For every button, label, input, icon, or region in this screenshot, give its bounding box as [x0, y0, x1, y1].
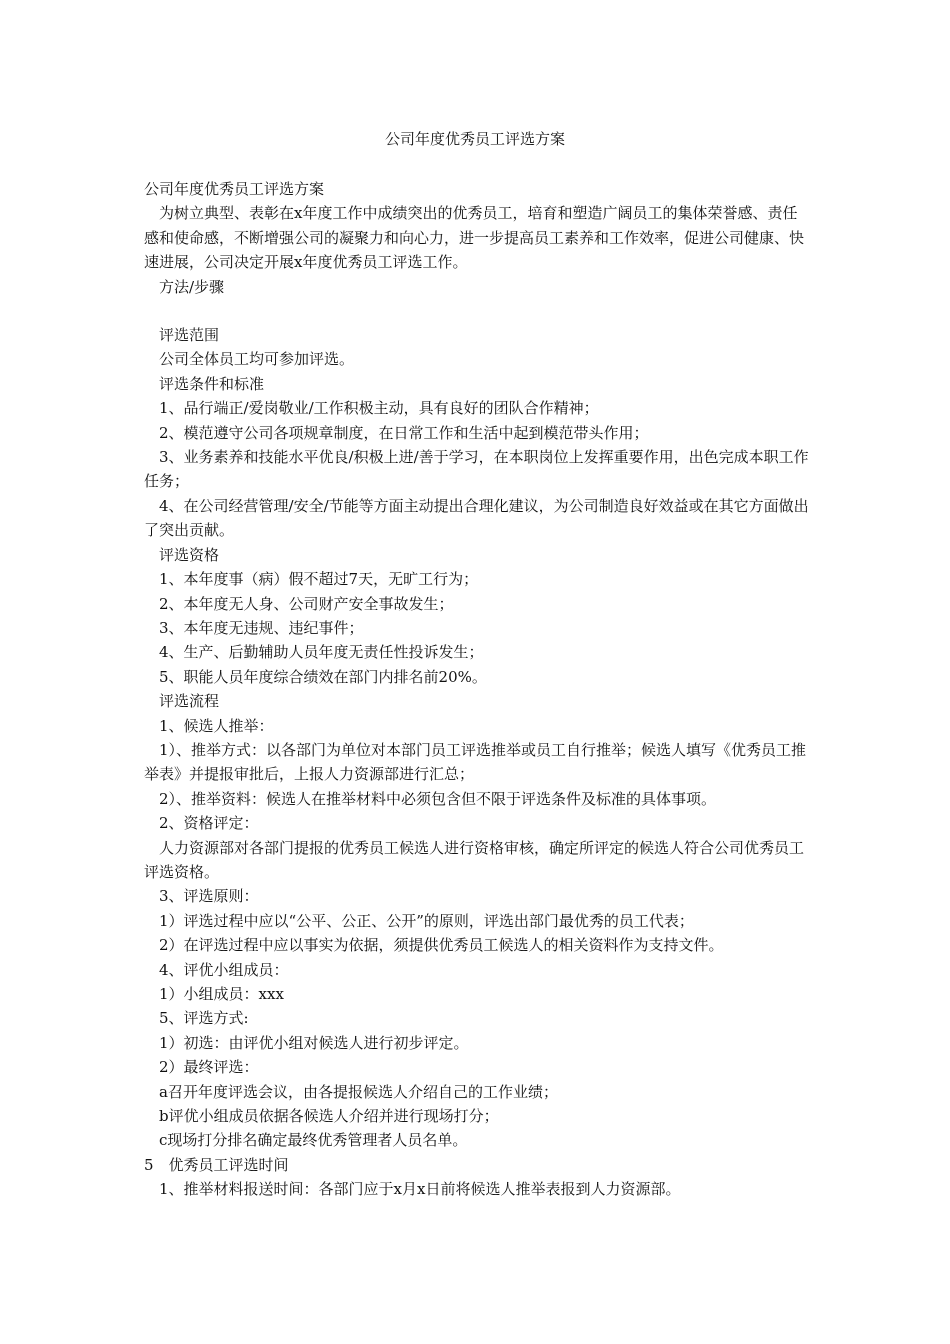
criteria-item: 4、在公司经营管理/安全/节能等方面主动提出合理化建议，为公司制造良好效益或在其它方面做出了突出贡献。 [144, 496, 809, 540]
qualification-item: 1、本年度事（病）假不超过7天，无旷工行为； [159, 570, 479, 589]
process-item: a召开年度评选会议，由各提报候选人介绍自己的工作业绩； [159, 1082, 558, 1101]
qualification-item: 4、生产、后勤辅助人员年度无责任性投诉发生； [159, 643, 484, 662]
criteria-item: 2、模范遵守公司各项规章制度，在日常工作和生活中起到模范带头作用； [159, 423, 649, 442]
criteria-item: 3、业务素养和技能水平优良/积极上进/善于学习，在本职岗位上发挥重要作用，出色完成本职工作任务； [144, 448, 809, 491]
qualification-item: 5、职能人员年度综合绩效在部门内排名前20%。 [159, 667, 487, 686]
document-title: 公司年度优秀员工评选方案 [384, 130, 565, 148]
process-item: 1）初选：由评优小组对候选人进行初步评定。 [159, 1033, 469, 1052]
method-heading: 方法/步骤 [159, 277, 225, 296]
scope-heading: 评选范围 [159, 326, 220, 345]
process-item: c现场打分排名确定最终优秀管理者人员名单。 [159, 1131, 468, 1150]
criteria-item: 1、品行端正/爱岗敬业/工作积极主动，具有良好的团队合作精神； [159, 399, 599, 418]
process-item: b评优小组成员依据各候选人介绍并进行现场打分； [159, 1107, 499, 1126]
intro-paragraph: 为树立典型、表彰在x年度工作中成绩突出的优秀员工，培育和塑造广阔员工的集体荣誉感、责任感和使命感，不断增强公司的凝聚力和向心力，进一步提高员工素养和工作效率，促进公司健康、快速进展，公司决定开展x年度优秀员工评选工作。 [144, 204, 805, 272]
time-item: 1、推举材料报送时间：各部门应于x月x日前将候选人推举表报到人力资源部。 [159, 1180, 681, 1199]
process-item: 人力资源部对各部门提报的优秀员工候选人进行资格审核，确定所评定的候选人符合公司优秀员工评选资格。 [144, 838, 805, 881]
document-subtitle: 公司年度优秀员工评选方案 [144, 180, 325, 198]
qualification-item: 3、本年度无违规、违纪事件； [159, 618, 364, 637]
process-item: 3、评选原则： [159, 887, 259, 906]
process-item: 1）、推举方式：以各部门为单位对本部门员工评选推举或员工自行推举；候选人填写《优秀员工推举表》并提报审批后，上报人力资源部进行汇总； [144, 740, 807, 784]
process-item: 1）评选过程中应以“公平、公正、公开”的原则，评选出部门最优秀的员工代表； [159, 911, 694, 930]
blank-line [144, 299, 812, 323]
document-body [144, 177, 812, 1202]
process-item: 2、资格评定： [159, 814, 259, 833]
time-heading: 5 优秀员工评选时间 [144, 1155, 289, 1174]
process-item: 4、评优小组成员： [159, 960, 289, 979]
process-item: 2）、推举资料：候选人在推举材料中必须包含但不限于评选条件及标准的具体事项。 [159, 789, 717, 808]
scope-text: 公司全体员工均可参加评选。 [159, 350, 355, 369]
process-item: 5、评选方式: [159, 1009, 249, 1028]
process-heading: 评选流程 [159, 692, 220, 711]
criteria-heading: 评选条件和标准 [159, 374, 265, 393]
process-item: 2）在评选过程中应以事实为依据，须提供优秀员工候选人的相关资料作为支持文件。 [159, 936, 724, 955]
qualification-item: 2、本年度无人身、公司财产安全事故发生； [159, 594, 454, 613]
process-item: 1）小组成员：xxx [159, 985, 284, 1003]
qualification-heading: 评选资格 [159, 545, 220, 564]
process-item: 1、候选人推举： [159, 716, 274, 735]
process-item: 2）最终评选： [159, 1058, 259, 1077]
